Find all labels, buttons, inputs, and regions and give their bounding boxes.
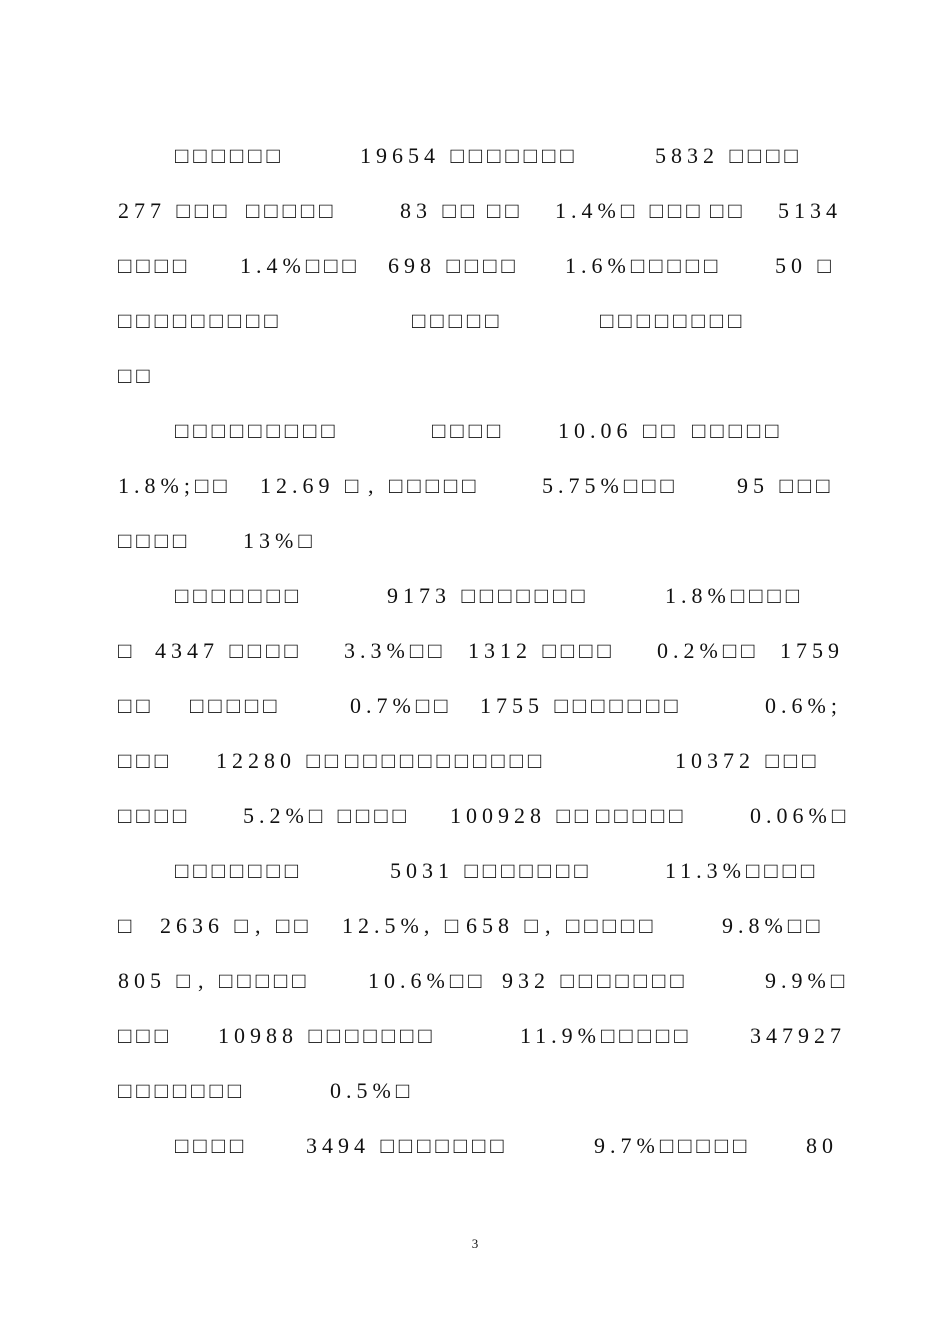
- text-line: [0, 246, 950, 286]
- text-segment: 0.7%□□: [350, 693, 453, 718]
- text-segment: 11.3%□□□□: [665, 858, 820, 883]
- text-segment: □□□□: [118, 803, 192, 828]
- text-segment: , □□: [255, 913, 313, 938]
- text-segment: , □□□□□: [198, 968, 311, 993]
- text-segment: 1312 □□□□: [468, 638, 616, 663]
- text-line: [0, 466, 950, 506]
- text-segment: , □□□□□: [368, 473, 481, 498]
- text-segment: 1.8%;□□: [118, 473, 232, 498]
- text-segment: 80: [806, 1133, 838, 1158]
- text-segment: □□□□□: [596, 803, 688, 828]
- text-line: [0, 1016, 950, 1056]
- text-segment: □□: [118, 693, 155, 718]
- text-segment: 19654 □□□□□□□: [360, 143, 579, 168]
- text-segment: 0.06%□: [750, 803, 851, 828]
- text-segment: 9173 □□□□□□□: [387, 583, 590, 608]
- text-segment: 100928 □□: [450, 803, 594, 828]
- text-segment: □□□□□: [692, 418, 784, 443]
- text-line: [0, 961, 950, 1001]
- text-segment: 1.6%□□□□□: [565, 253, 723, 278]
- text-segment: □: [118, 638, 137, 663]
- text-segment: 12280 □□: [216, 748, 344, 773]
- text-segment: 11.9%□□□□□: [520, 1023, 693, 1048]
- text-line: [0, 1071, 950, 1111]
- text-segment: □□□□: [175, 1133, 249, 1158]
- text-segment: □□□□□□□: [175, 583, 304, 608]
- text-line: [0, 521, 950, 561]
- text-segment: 0.5%□: [330, 1078, 415, 1103]
- text-line: [0, 686, 950, 726]
- text-segment: 2636 □: [160, 913, 253, 938]
- text-segment: 698 □□□□: [388, 253, 520, 278]
- text-line: [0, 301, 950, 341]
- text-segment: 4347 □□□□: [155, 638, 303, 663]
- text-line: [0, 851, 950, 891]
- text-segment: 5031 □□□□□□□: [390, 858, 593, 883]
- text-segment: □□□□□□□□□: [118, 308, 283, 333]
- text-segment: 9.9%□: [765, 968, 850, 993]
- text-segment: 10372 □□□: [675, 748, 821, 773]
- text-line: [0, 136, 950, 176]
- page-number: 3: [471, 1236, 479, 1251]
- text-segment: 0.2%□□: [657, 638, 760, 663]
- text-segment: 277 □□□: [118, 198, 232, 223]
- text-segment: □□□□□: [190, 693, 282, 718]
- text-segment: 347927: [750, 1023, 846, 1048]
- text-segment: □□□□: [118, 253, 192, 278]
- text-segment: 5.2%□ □□□□: [243, 803, 411, 828]
- text-line: [0, 1126, 950, 1166]
- text-segment: □□□: [118, 1023, 173, 1048]
- text-segment: 1.8%□□□□: [665, 583, 804, 608]
- text-segment: □□□□□□□: [175, 858, 304, 883]
- text-segment: 1759: [780, 638, 844, 663]
- text-segment: 5134: [778, 198, 842, 223]
- text-segment: 12.69 □: [260, 473, 364, 498]
- text-segment: □□□□□□□□□□□: [345, 748, 547, 773]
- text-segment: □□: [118, 363, 155, 388]
- text-segment: , □□□□□: [545, 913, 658, 938]
- text-segment: 932 □□□□□□□: [502, 968, 689, 993]
- text-segment: 805 □: [118, 968, 195, 993]
- text-segment: 9.8%□□: [722, 913, 825, 938]
- text-segment: 12.5%, □: [342, 913, 464, 938]
- text-segment: □□□□□: [412, 308, 504, 333]
- text-line: [0, 411, 950, 451]
- text-segment: 5832 □□□□: [655, 143, 803, 168]
- text-segment: 0.6%;: [765, 693, 842, 718]
- text-segment: □□□□□□□: [118, 1078, 247, 1103]
- text-segment: 10988 □□□□□□□: [218, 1023, 437, 1048]
- text-segment: □□□□□□□□: [600, 308, 747, 333]
- text-segment: 1.4%□□□: [240, 253, 361, 278]
- text-segment: 50 □: [775, 253, 836, 278]
- text-segment: 10.06 □□: [558, 418, 680, 443]
- text-segment: □□□□: [118, 528, 192, 553]
- text-segment: □: [118, 913, 137, 938]
- text-segment: 658 □: [466, 913, 543, 938]
- text-segment: □□□□□: [246, 198, 338, 223]
- text-segment: □□□□: [432, 418, 506, 443]
- text-segment: 1.4%□ □□□: [555, 198, 705, 223]
- text-segment: 9.7%□□□□□: [594, 1133, 752, 1158]
- text-segment: 95 □□□: [737, 473, 835, 498]
- text-segment: □□□□□□□□□: [175, 418, 340, 443]
- text-line: [0, 631, 950, 671]
- text-segment: 3.3%□□: [344, 638, 447, 663]
- text-line: [0, 576, 950, 616]
- text-segment: 5.75%□□□: [542, 473, 679, 498]
- text-segment: □□□: [118, 748, 173, 773]
- text-segment: 10.6%□□: [368, 968, 487, 993]
- text-line: [0, 191, 950, 231]
- text-segment: □□: [487, 198, 524, 223]
- text-line: [0, 356, 950, 396]
- text-line: [0, 906, 950, 946]
- text-segment: □□: [710, 198, 747, 223]
- text-segment: □□□□□□: [175, 143, 285, 168]
- text-segment: 1755 □□□□□□□: [480, 693, 683, 718]
- text-line: [0, 796, 950, 836]
- text-segment: 3494 □□□□□□□: [306, 1133, 509, 1158]
- text-line: [0, 741, 950, 781]
- text-segment: 13%□: [243, 528, 317, 553]
- text-segment: 83 □□: [400, 198, 480, 223]
